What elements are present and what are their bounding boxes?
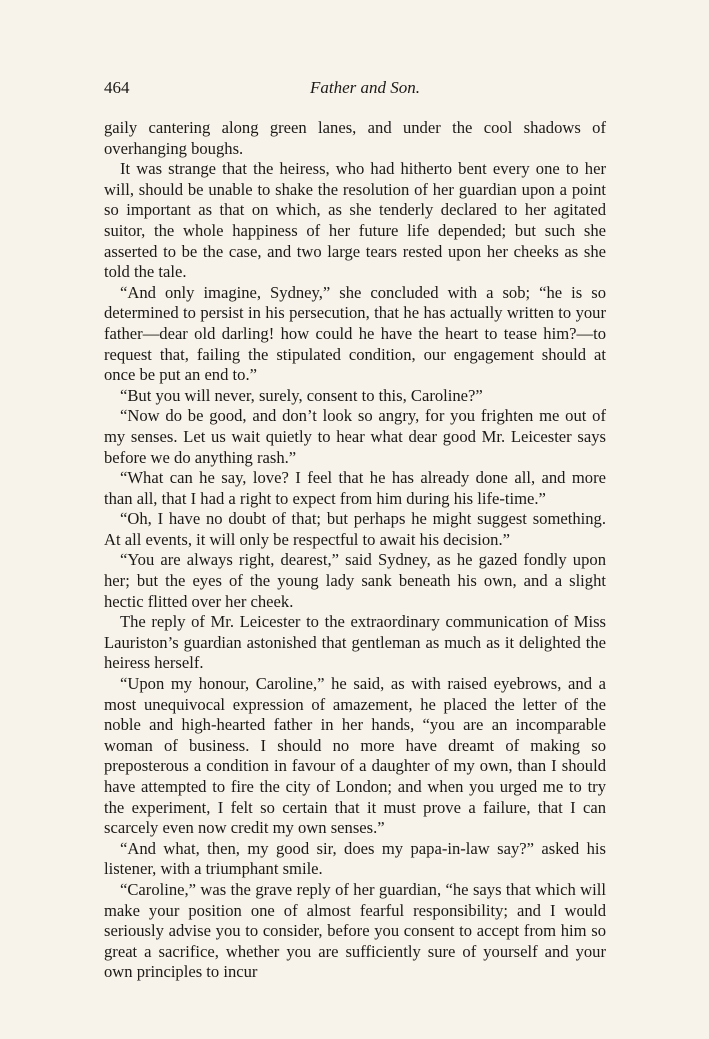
paragraph: “And only imagine, Sydney,” she concluded with a sob; “he is so determined to persist in his persecution, that he has actually written to your father—dear old darling! how could he have the heart to tease him?—to request that, failing the stipulated condition, our engagement should at once be put an end to.” <box>104 282 606 385</box>
paragraph: “And what, then, my good sir, does my papa-in-law say?” asked his listener, with a triumphant smile. <box>104 838 606 879</box>
body-text <box>104 118 606 983</box>
paragraph: “What can he say, love? I feel that he has already done all, and more than all, that I had a right to expect from him during his life-time.” <box>104 468 606 508</box>
paragraph: “You are always right, dearest,” said Sydney, as he gazed fondly upon her; but the eyes of the young lady sank beneath his own, and a slight hectic flitted over her cheek. <box>104 550 606 611</box>
paragraph: “But you will never, surely, consent to this, Caroline?” <box>120 385 483 405</box>
page-header <box>104 78 606 100</box>
running-title: Father and Son. <box>309 78 421 97</box>
paragraph: It was strange that the heiress, who had hitherto bent every one to her will, should be unable to shake the resolution of her guardian upon a point so important as that on which, as she tenderly declared to her agitated suitor, the whole happiness of her future life depended; but such she asserted to be the case, and two large tears rested upon her cheeks as she told the tale. <box>104 159 606 282</box>
paragraph: “Oh, I have no doubt of that; but perhaps he might suggest something. At all events, it will only be respectful to await his decision.” <box>104 509 606 549</box>
paragraph: “Upon my honour, Caroline,” he said, as with raised eyebrows, and a most unequivocal expression of amazement, he placed the letter of the noble and high-hearted father in her hands, “you are an incomparable woman of business. I should no more have dreamt of making so preposterous a condition in favour of a daughter of my own, than I should have attempted to fire the city of London; and when you urged me to try the experiment, I felt so certain that it must prove a failure, that I can scarcely even now credit my own senses.” <box>104 674 606 838</box>
paragraph: “Now do be good, and don’t look so angry, for you frighten me out of my senses. Let us wait quietly to hear what dear good Mr. Leicester says before we do anything rash.” <box>104 406 606 467</box>
paragraph: gaily cantering along green lanes, and under the cool shadows of overhanging boughs. <box>104 118 606 158</box>
paragraph: The reply of Mr. Leicester to the extraordinary communication of Miss Lauriston’s guardian astonished that gentleman as much as it delighted the heiress herself. <box>104 612 606 673</box>
paragraph: “Caroline,” was the grave reply of her guardian, “he says that which will make your position one of almost fearful responsibility; and I would seriously advise you to consider, before you consent to accept from him so great a sacrifice, whether you are sufficiently sure of yourself and your own principles to incur <box>104 879 606 982</box>
page-number: 464 <box>104 78 130 97</box>
